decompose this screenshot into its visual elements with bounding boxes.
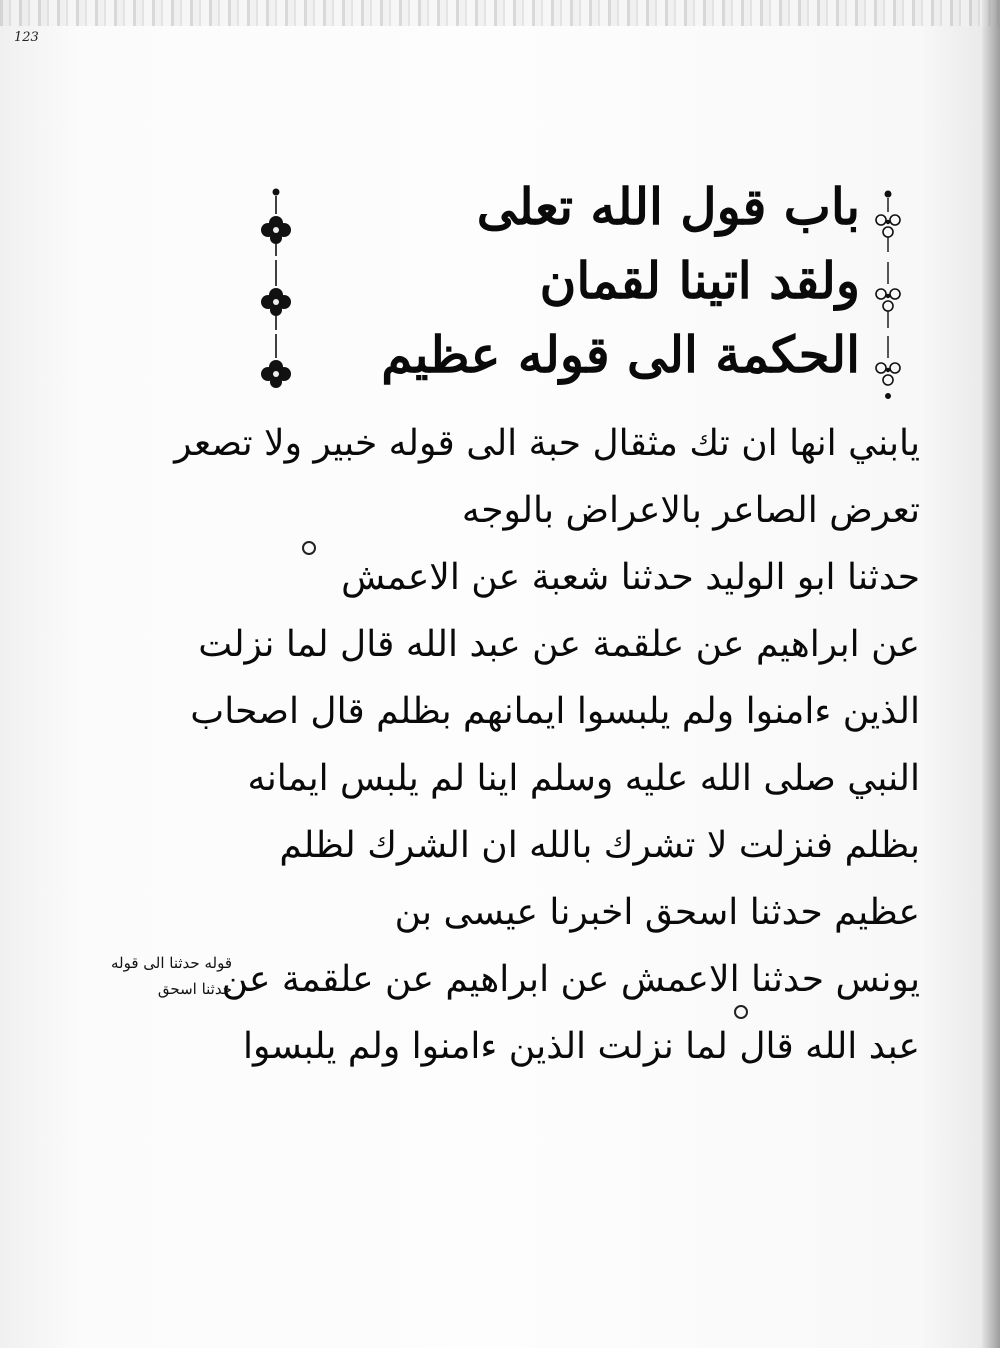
marginal-note-line: حدثنا اسحق bbox=[157, 980, 232, 998]
page-top-edge bbox=[0, 0, 1000, 26]
marginal-note bbox=[82, 950, 232, 1002]
chapter-heading-line: الحكمة الى قوله عظيم bbox=[381, 325, 860, 384]
page-binding-edge bbox=[982, 0, 1000, 1348]
verse-marker-icon bbox=[734, 1005, 748, 1019]
body-text-line: حدثنا ابو الوليد حدثنا شعبة عن الاعمش bbox=[341, 557, 920, 598]
body-text-line: يابني انها ان تك مثقال حبة الى قوله خبير ولا تصعر bbox=[174, 423, 920, 464]
body-text-line: بظلم فنزلت لا تشرك بالله ان الشرك لظلم bbox=[279, 825, 920, 866]
marginal-note-line: قوله حدثنا الى قوله bbox=[110, 954, 232, 972]
verse-marker-icon bbox=[302, 541, 316, 555]
chapter-heading-line: باب قول الله تعلى bbox=[476, 177, 860, 236]
folio-number: 123 bbox=[14, 30, 39, 45]
body-text-line: الذين ءامنوا ولم يلبسوا ايمانهم بظلم قال اصحاب bbox=[190, 691, 920, 732]
body-text-line: عظيم حدثنا اسحق اخبرنا عيسى بن bbox=[394, 892, 920, 933]
main-text-block bbox=[174, 170, 920, 1080]
body-text-line: النبي صلى الله عليه وسلم اينا لم يلبس ايمانه bbox=[247, 758, 920, 799]
body-text-line: تعرض الصاعر بالاعراض بالوجه bbox=[461, 490, 920, 531]
body-text-line: يونس حدثنا الاعمش عن ابراهيم عن علقمة عن bbox=[221, 959, 920, 1000]
body-text-line: عبد الله قال لما نزلت الذين ءامنوا ولم يلبسوا bbox=[242, 1026, 920, 1067]
chapter-heading-line: ولقد اتينا لقمان bbox=[539, 251, 860, 310]
body-text-line: عن ابراهيم عن علقمة عن عبد الله قال لما نزلت bbox=[198, 624, 920, 665]
